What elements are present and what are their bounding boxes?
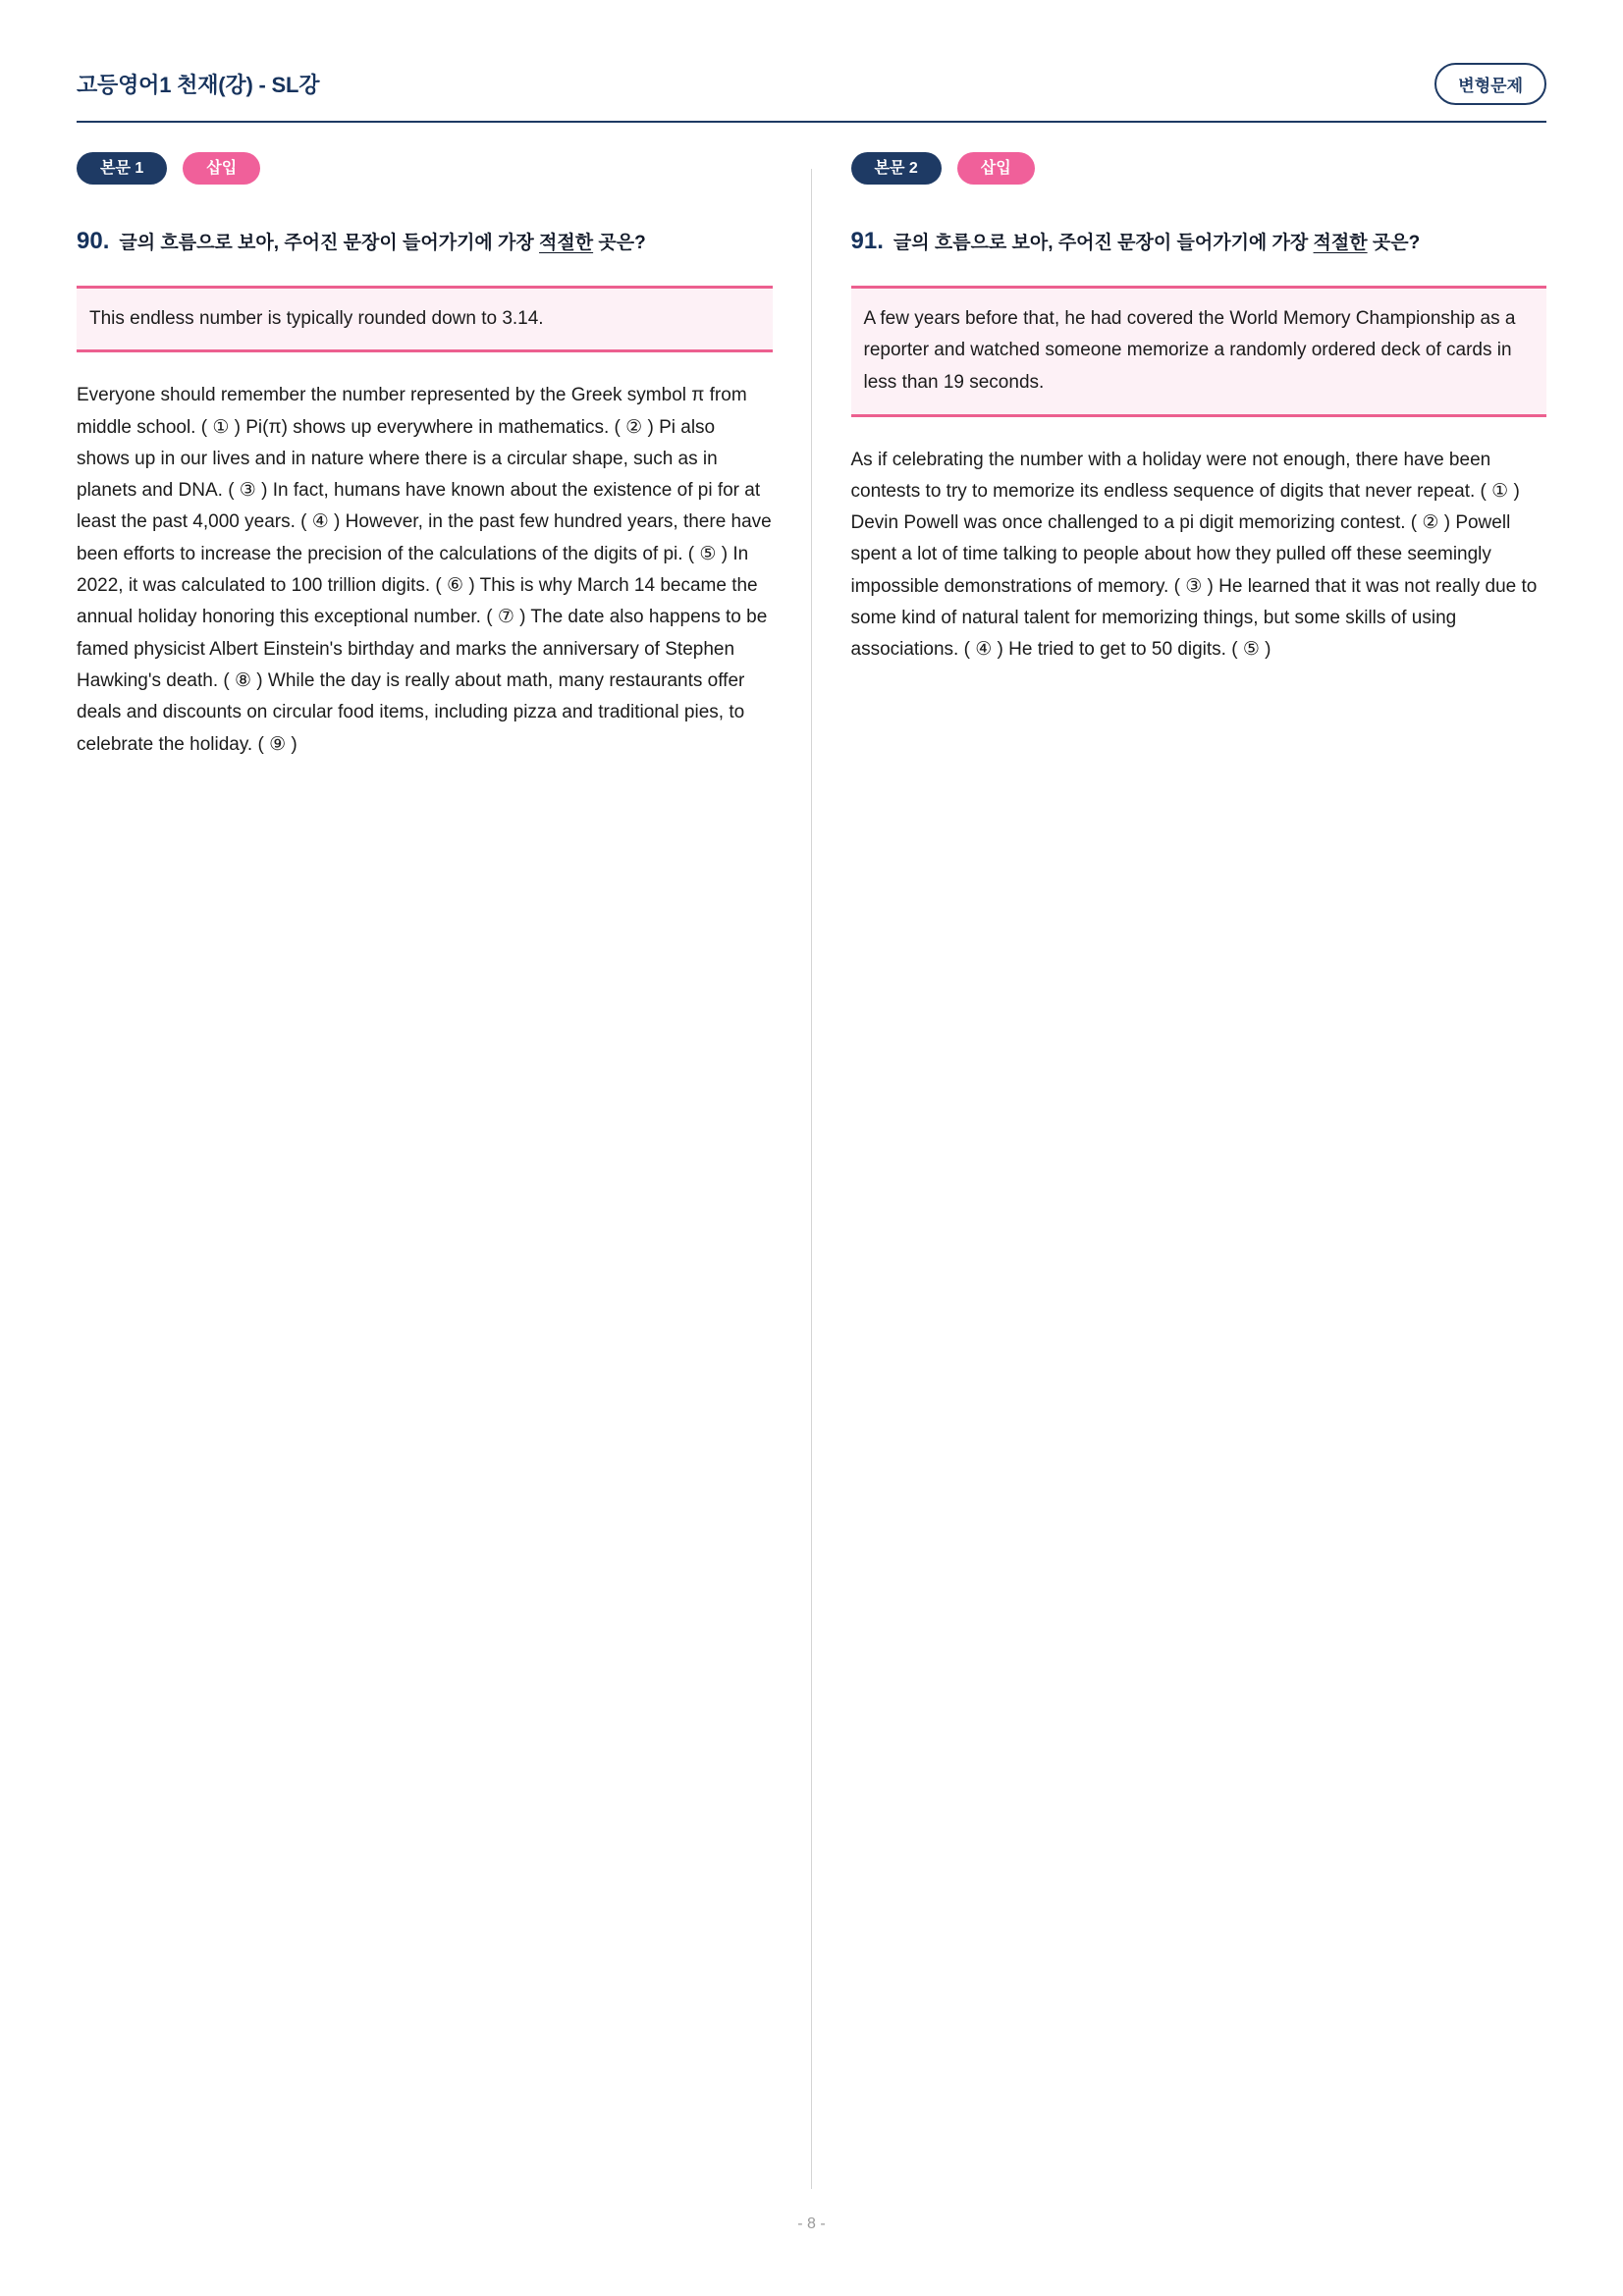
question-text: 글의 흐름으로 보아, 주어진 문장이 들어가기에 가장 적절한 곳은? (119, 233, 646, 254)
passage-text: As if celebrating the number with a holiday were not enough, there have been contests to try to memorize its endless sequence of digits that never repeat. ( ① ) Devin Powell was once challenged to a pi digit memorizing contest. ( ② ) Powell spent a lot of time talking to people about how they pulled off these seemingly impossible demonstrations of memory. ( ③ ) He learned that it was not really due to some kind of natural talent for memorizing things, but some skills of using associations. ( ④ ) He tried to get to 50 digits. ( ⑤ ) (850, 449, 1542, 661)
insertion-type-badge: 삽입 (183, 152, 260, 185)
page-header (77, 63, 1546, 123)
badge-row (77, 152, 773, 185)
given-sentence-text: A few years before that, he had covered the World Memory Championship as a reporter and watched someone memorize a randomly ordered deck of cards in less than 19 seconds. (863, 307, 1516, 393)
question-heading (851, 220, 1547, 263)
given-sentence-box (77, 286, 773, 353)
source-text-badge: 본문 2 (851, 152, 942, 185)
passage-text: Everyone should remember the number represented by the Greek symbol π from middle school. ( ① ) Pi(π) shows up everywhere in mathematics. ( ② ) Pi also shows up in our lives and in nature where there is a circular shape, such as in planets and DNA. ( ③ ) In fact, humans have known about the existence of pi for at least the past 4,000 years. ( ④ ) However, in the past few hundred years, there have been efforts to increase the precision of the calculations of the digits of pi. ( ⑤ ) In 2022, it was calculated to 100 trillion digits. ( ⑥ ) This is why March 14 became the annual holiday honoring this exceptional number. ( ⑦ ) The date also happens to be famed physicist Albert Einstein's birthday and marks the anniversary of Stephen Hawking's death. ( ⑧ ) While the day is really about math, many restaurants offer deals and discounts on circular food items, including pizza and traditional pies, to celebrate the holiday. ( ⑨ ) (77, 385, 778, 755)
column-divider (811, 169, 812, 2189)
source-text-badge: 본문 1 (77, 152, 167, 185)
question-number: 90. (77, 228, 110, 255)
page-number: - 8 - (797, 2216, 826, 2232)
given-sentence-box (851, 286, 1547, 417)
variant-problem-badge: 변형문제 (1434, 63, 1546, 105)
badge-row (851, 152, 1547, 185)
question-number: 91. (850, 228, 884, 255)
question-heading (77, 220, 773, 263)
question-90-column (77, 152, 778, 761)
content-area (77, 123, 1546, 761)
question-text-underlined: 적절한 (1313, 233, 1368, 254)
question-text: 글의 흐름으로 보아, 주어진 문장이 들어가기에 가장 적절한 곳은? (893, 233, 1421, 254)
given-sentence-text: This endless number is typically rounded down to 3.14. (89, 307, 544, 329)
insertion-type-badge: 삽입 (957, 152, 1035, 185)
question-91-column (851, 152, 1547, 761)
page-footer (0, 2216, 1623, 2233)
question-text-underlined: 적절한 (539, 233, 594, 254)
page-title: 고등영어1 천재(강) - SL강 (77, 73, 320, 97)
